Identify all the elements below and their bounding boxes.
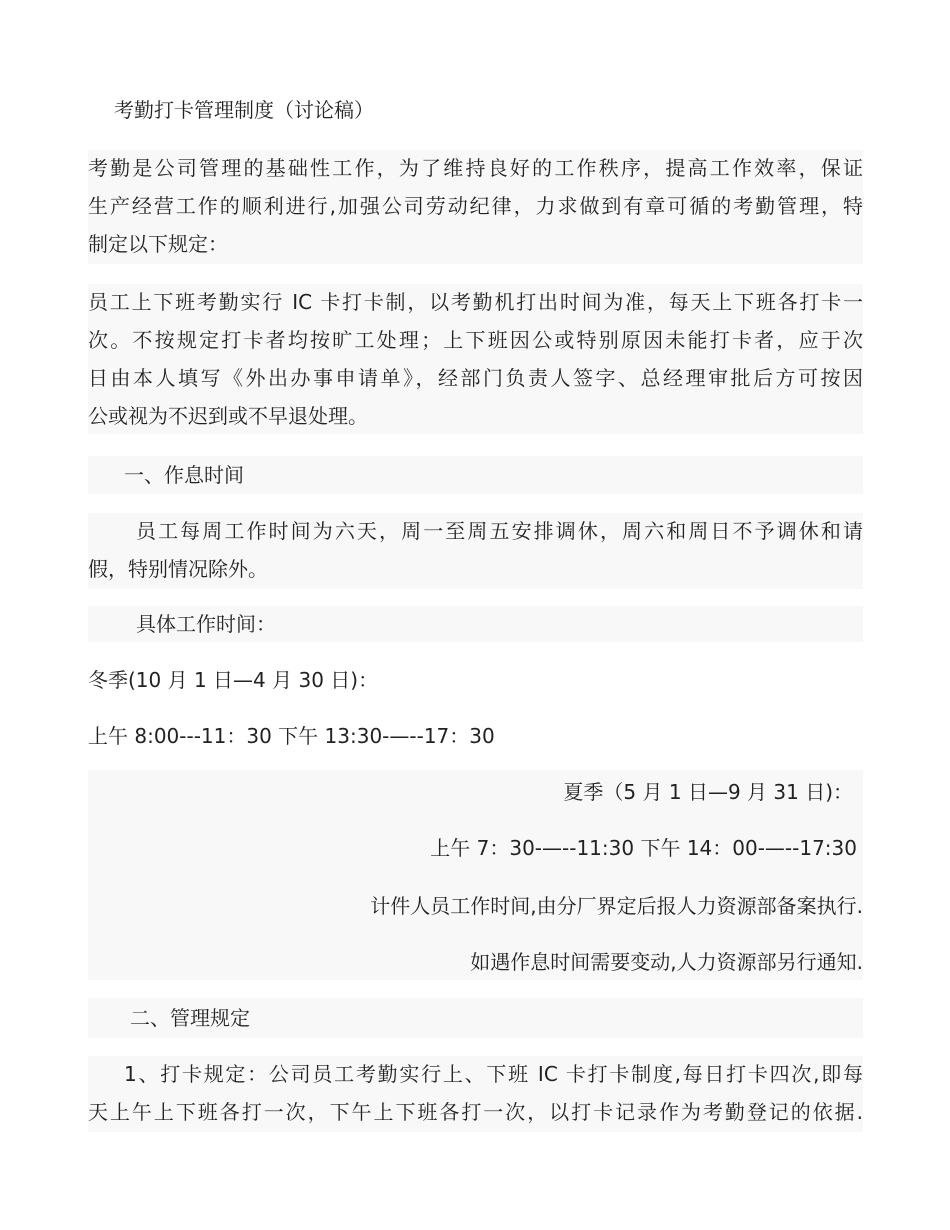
- intro-line-3: 制定以下规定：: [88, 232, 228, 256]
- ic-card-paragraph: [88, 284, 863, 434]
- intro-paragraph: [88, 150, 863, 264]
- work-days-line-2: 假，特别情况除外。: [88, 557, 268, 581]
- section-1-heading-block: [88, 456, 863, 494]
- ic-card-line-2: 次。不按规定打卡者均按旷工处理；上下班因公或特别原因未能打卡者，应于次: [88, 328, 863, 352]
- section-2-heading: 二、管理规定: [130, 1006, 250, 1030]
- ic-card-line-4: 公或视为不迟到或不早退处理。: [88, 404, 368, 428]
- winter-hours-block: [88, 718, 863, 754]
- document-title: 考勤打卡管理制度（讨论稿）: [114, 98, 374, 122]
- winter-label-block: [88, 662, 863, 698]
- summer-label: 夏季（5 月 1 日—9 月 31 日)：: [563, 780, 853, 804]
- section-1-heading: 一、作息时间: [124, 463, 244, 487]
- intro-line-2: 生产经营工作的顺利进行,加强公司劳动纪律，力求做到有章可循的考勤管理，特: [88, 194, 863, 218]
- winter-hours: 上午 8:00---11：30 下午 13:30-—--17：30: [88, 724, 495, 748]
- change-notice-line: 如遇作息时间需要变动,人力资源部另行通知.: [470, 950, 863, 974]
- intro-line-1: 考勤是公司管理的基础性工作，为了维持良好的工作秩序，提高工作效率，保证: [88, 156, 863, 180]
- work-time-label-block: [88, 606, 863, 642]
- work-days-line-1: 员工每周工作时间为六天，周一至周五安排调休，周六和周日不予调休和请: [136, 519, 863, 543]
- summer-hours: 上午 7：30-—--11:30 下午 14：00-—--17:30: [430, 836, 857, 860]
- section-2-heading-block: [88, 998, 863, 1038]
- ic-card-line-3: 日由本人填写《外出办事申请单》，经部门负责人签字、总经理审批后方可按因: [88, 366, 863, 390]
- work-time-label: 具体工作时间：: [136, 612, 276, 636]
- summer-block: [88, 770, 863, 980]
- rule-1-line-1: 1、打卡规定：公司员工考勤实行上、下班 IC 卡打卡制度,每日打卡四次,即每: [124, 1062, 863, 1086]
- piecework-line: 计件人员工作时间,由分厂界定后报人力资源部备案执行.: [370, 894, 863, 918]
- rule-1-paragraph: [88, 1056, 863, 1132]
- rule-1-line-2: 天上午上下班各打一次，下午上下班各打一次，以打卡记录作为考勤登记的依据.: [88, 1100, 863, 1124]
- winter-label: 冬季(10 月 1 日—4 月 30 日)：: [88, 668, 379, 692]
- ic-card-line-1: 员工上下班考勤实行 IC 卡打卡制，以考勤机打出时间为准，每天上下班各打卡一: [88, 290, 863, 314]
- work-days-paragraph: [88, 513, 863, 589]
